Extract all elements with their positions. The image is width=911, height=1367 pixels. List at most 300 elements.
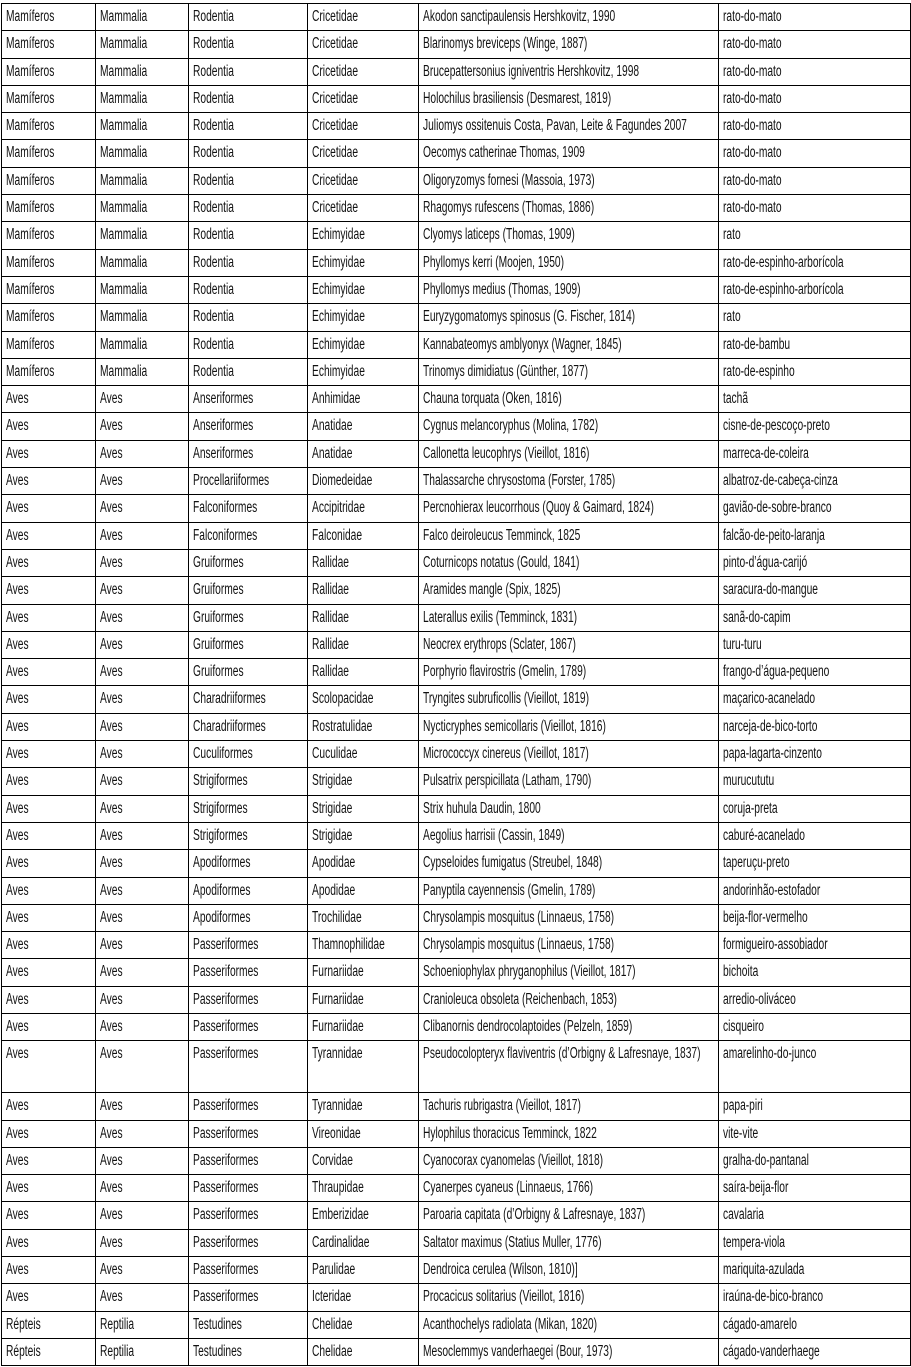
common-name-text: gralha-do-pantanal xyxy=(723,1151,809,1169)
species-text: Blarinomys breviceps (Winge, 1887) xyxy=(423,35,588,53)
order-cell xyxy=(189,768,308,795)
order-text: Passeriformes xyxy=(193,1261,259,1279)
family-cell xyxy=(308,713,419,740)
common-name-text: rato-do-mato xyxy=(723,8,782,25)
group-text: Aves xyxy=(6,417,29,435)
common-name-text: murucututu xyxy=(723,772,775,790)
family-cell xyxy=(308,1229,419,1256)
family-text: Cricetidae xyxy=(312,89,359,107)
species-text: Phyllomys kerri (Moojen, 1950) xyxy=(423,253,565,271)
family-text: Tyrannidae xyxy=(312,1045,363,1063)
group-text: Mamíferos xyxy=(6,117,55,135)
order-cell xyxy=(189,659,308,686)
common-name-cell xyxy=(719,549,911,576)
family-cell xyxy=(308,358,419,385)
class-cell xyxy=(96,31,189,58)
family-cell xyxy=(308,331,419,358)
class-cell xyxy=(96,1284,189,1311)
order-cell xyxy=(189,58,308,85)
class-cell xyxy=(96,904,189,931)
order-cell xyxy=(189,1093,308,1120)
common-name-cell xyxy=(719,222,911,249)
species-text: Strix huhula Daudin, 1800 xyxy=(423,799,541,817)
common-name-text: rato-do-mato xyxy=(723,62,782,80)
species-text: Acanthochelys radiolata (Mikan, 1820) xyxy=(423,1315,598,1333)
table-row xyxy=(2,713,911,740)
table-row xyxy=(2,932,911,959)
common-name-text: sanã-do-capim xyxy=(723,608,791,626)
common-name-cell xyxy=(719,850,911,877)
group-cell xyxy=(2,4,96,31)
species-text: Cypseloides fumigatus (Streubel, 1848) xyxy=(423,854,603,872)
table-row xyxy=(2,1041,911,1093)
order-cell xyxy=(189,959,308,986)
table-row xyxy=(2,331,911,358)
family-text: Echimyidae xyxy=(312,335,365,353)
family-cell xyxy=(308,1147,419,1174)
family-cell xyxy=(308,959,419,986)
common-name-text: tachã xyxy=(723,390,749,408)
species-text: Dendroica cerulea (Wilson, 1810)] xyxy=(423,1261,578,1279)
species-text: Chauna torquata (Oken, 1816) xyxy=(423,390,562,408)
order-text: Rodentia xyxy=(193,89,234,107)
family-cell xyxy=(308,631,419,658)
family-cell xyxy=(308,1120,419,1147)
species-cell xyxy=(419,659,719,686)
common-name-cell xyxy=(719,686,911,713)
class-text: Aves xyxy=(100,1151,123,1169)
order-text: Charadriiformes xyxy=(193,690,266,708)
species-cell xyxy=(419,1202,719,1229)
common-name-cell xyxy=(719,276,911,303)
class-text: Aves xyxy=(100,1124,123,1142)
family-cell xyxy=(308,140,419,167)
class-text: Aves xyxy=(100,553,123,571)
common-name-cell xyxy=(719,577,911,604)
class-cell xyxy=(96,4,189,31)
family-text: Rallidae xyxy=(312,635,349,653)
class-cell xyxy=(96,58,189,85)
group-text: Aves xyxy=(6,444,29,462)
family-cell xyxy=(308,1175,419,1202)
table-row xyxy=(2,249,911,276)
family-text: Parulidae xyxy=(312,1261,356,1279)
family-cell xyxy=(308,31,419,58)
group-text: Aves xyxy=(6,526,29,544)
family-text: Rallidae xyxy=(312,663,349,681)
family-text: Anhimidae xyxy=(312,390,361,408)
group-cell xyxy=(2,1229,96,1256)
table-row xyxy=(2,1202,911,1229)
common-name-cell xyxy=(719,85,911,112)
group-text: Aves xyxy=(6,1261,29,1279)
table-row xyxy=(2,1257,911,1284)
common-name-text: caburé-acanelado xyxy=(723,826,805,844)
species-text: Porphyrio flavirostris (Gmelin, 1789) xyxy=(423,663,587,681)
family-text: Scolopacidae xyxy=(312,690,374,708)
family-cell xyxy=(308,167,419,194)
common-name-text: cisne-de-pescoço-preto xyxy=(723,417,830,435)
class-text: Mammalia xyxy=(100,171,148,189)
family-cell xyxy=(308,1284,419,1311)
class-cell xyxy=(96,195,189,222)
species-text: Neocrex erythrops (Sclater, 1867) xyxy=(423,635,576,653)
order-text: Rodentia xyxy=(193,199,234,217)
order-cell xyxy=(189,249,308,276)
table-row xyxy=(2,222,911,249)
group-cell xyxy=(2,468,96,495)
species-cell xyxy=(419,331,719,358)
group-cell xyxy=(2,850,96,877)
class-cell xyxy=(96,659,189,686)
table-row xyxy=(2,850,911,877)
class-text: Mammalia xyxy=(100,35,148,53)
family-text: Anatidae xyxy=(312,417,353,435)
family-text: Echimyidae xyxy=(312,226,365,244)
group-text: Mamíferos xyxy=(6,308,55,326)
species-text: Nycticryphes semicollaris (Vieillot, 1816) xyxy=(423,717,606,735)
class-text: Mammalia xyxy=(100,226,148,244)
species-cell xyxy=(419,4,719,31)
order-cell xyxy=(189,795,308,822)
group-cell xyxy=(2,1338,96,1365)
family-cell xyxy=(308,822,419,849)
family-text: Corvidae xyxy=(312,1151,353,1169)
class-cell xyxy=(96,713,189,740)
group-text: Mamíferos xyxy=(6,362,55,380)
class-text: Reptilia xyxy=(100,1315,135,1333)
group-text: Mamíferos xyxy=(6,280,55,298)
group-cell xyxy=(2,822,96,849)
group-text: Aves xyxy=(6,908,29,926)
species-cell xyxy=(419,822,719,849)
table-row xyxy=(2,822,911,849)
common-name-cell xyxy=(719,877,911,904)
family-text: Cricetidae xyxy=(312,62,359,80)
common-name-text: bichoita xyxy=(723,963,759,981)
common-name-cell xyxy=(719,1093,911,1120)
common-name-text: frango-d’água-pequeno xyxy=(723,663,830,681)
common-name-cell xyxy=(719,904,911,931)
group-text: Mamíferos xyxy=(6,253,55,271)
common-name-cell xyxy=(719,631,911,658)
order-cell xyxy=(189,1284,308,1311)
class-text: Mammalia xyxy=(100,253,148,271)
family-text: Furnariidae xyxy=(312,1017,364,1035)
order-text: Rodentia xyxy=(193,62,234,80)
species-cell xyxy=(419,276,719,303)
group-cell xyxy=(2,413,96,440)
class-cell xyxy=(96,1147,189,1174)
group-text: Aves xyxy=(6,499,29,517)
common-name-text: rato-de-espinho xyxy=(723,362,795,380)
species-text: Mesoclemmys vanderhaegei (Bour, 1973) xyxy=(423,1342,613,1360)
table-row xyxy=(2,58,911,85)
order-cell xyxy=(189,741,308,768)
family-text: Rallidae xyxy=(312,608,349,626)
class-text: Mammalia xyxy=(100,199,148,217)
class-text: Aves xyxy=(100,581,123,599)
table-row xyxy=(2,795,911,822)
species-cell xyxy=(419,386,719,413)
class-text: Aves xyxy=(100,1179,123,1197)
order-text: Apodiformes xyxy=(193,854,251,872)
class-cell xyxy=(96,549,189,576)
group-cell xyxy=(2,1257,96,1284)
species-cell xyxy=(419,140,719,167)
class-cell xyxy=(96,468,189,495)
class-cell xyxy=(96,577,189,604)
group-text: Mamíferos xyxy=(6,8,55,25)
species-text: Juliomys ossitenuis Costa, Pavan, Leite & Fagundes 2007 xyxy=(423,117,687,135)
family-text: Rallidae xyxy=(312,581,349,599)
species-text: Aramides mangle (Spix, 1825) xyxy=(423,581,561,599)
order-text: Gruiformes xyxy=(193,608,244,626)
species-text: Panyptila cayennensis (Gmelin, 1789) xyxy=(423,881,596,899)
species-text: Schoeniophylax phryganophilus (Vieillot, 1817) xyxy=(423,963,636,981)
order-cell xyxy=(189,1257,308,1284)
group-cell xyxy=(2,276,96,303)
species-text: Cyanerpes cyaneus (Linnaeus, 1766) xyxy=(423,1179,594,1197)
species-cell xyxy=(419,631,719,658)
common-name-cell xyxy=(719,1284,911,1311)
species-text: Kannabateomys amblyonyx (Wagner, 1845) xyxy=(423,335,622,353)
family-text: Strigidae xyxy=(312,826,353,844)
group-text: Aves xyxy=(6,1288,29,1306)
family-cell xyxy=(308,604,419,631)
group-text: Aves xyxy=(6,581,29,599)
group-cell xyxy=(2,768,96,795)
class-cell xyxy=(96,440,189,467)
family-cell xyxy=(308,440,419,467)
species-cell xyxy=(419,468,719,495)
common-name-text: cavalaria xyxy=(723,1206,764,1224)
common-name-cell xyxy=(719,1202,911,1229)
group-text: Aves xyxy=(6,936,29,954)
common-name-cell xyxy=(719,440,911,467)
group-cell xyxy=(2,1013,96,1040)
class-text: Aves xyxy=(100,717,123,735)
species-cell xyxy=(419,249,719,276)
family-cell xyxy=(308,932,419,959)
common-name-cell xyxy=(719,522,911,549)
table-row xyxy=(2,1229,911,1256)
group-cell xyxy=(2,604,96,631)
class-cell xyxy=(96,1229,189,1256)
species-cell xyxy=(419,850,719,877)
species-text: Oecomys catherinae Thomas, 1909 xyxy=(423,144,585,162)
common-name-cell xyxy=(719,358,911,385)
class-text: Aves xyxy=(100,908,123,926)
table-row xyxy=(2,1338,911,1365)
class-text: Mammalia xyxy=(100,280,148,298)
order-text: Testudines xyxy=(193,1342,242,1360)
species-cell xyxy=(419,113,719,140)
family-cell xyxy=(308,986,419,1013)
order-text: Rodentia xyxy=(193,226,234,244)
common-name-text: falcão-de-peito-laranja xyxy=(723,526,825,544)
group-cell xyxy=(2,549,96,576)
group-cell xyxy=(2,113,96,140)
common-name-text: taperuçu-preto xyxy=(723,854,790,872)
table-row xyxy=(2,1311,911,1338)
class-cell xyxy=(96,795,189,822)
class-cell xyxy=(96,686,189,713)
family-text: Cuculidae xyxy=(312,745,358,763)
order-text: Strigiformes xyxy=(193,826,248,844)
common-name-text: vite-vite xyxy=(723,1124,759,1142)
class-text: Aves xyxy=(100,663,123,681)
common-name-text: rato-do-mato xyxy=(723,89,782,107)
order-text: Passeriformes xyxy=(193,963,259,981)
group-cell xyxy=(2,1284,96,1311)
species-cell xyxy=(419,795,719,822)
species-cell xyxy=(419,58,719,85)
group-cell xyxy=(2,195,96,222)
order-cell xyxy=(189,195,308,222)
table-row xyxy=(2,358,911,385)
class-cell xyxy=(96,631,189,658)
class-cell xyxy=(96,85,189,112)
species-cell xyxy=(419,932,719,959)
class-cell xyxy=(96,850,189,877)
group-cell xyxy=(2,959,96,986)
family-cell xyxy=(308,686,419,713)
group-cell xyxy=(2,631,96,658)
order-text: Passeriformes xyxy=(193,1233,259,1251)
class-cell xyxy=(96,495,189,522)
family-cell xyxy=(308,768,419,795)
class-text: Aves xyxy=(100,1233,123,1251)
class-cell xyxy=(96,140,189,167)
species-text: Tryngites subruficollis (Vieillot, 1819) xyxy=(423,690,590,708)
order-text: Passeriformes xyxy=(193,1206,259,1224)
common-name-text: rato-do-mato xyxy=(723,199,782,217)
table-row xyxy=(2,1147,911,1174)
class-text: Aves xyxy=(100,499,123,517)
table-row xyxy=(2,85,911,112)
order-text: Rodentia xyxy=(193,144,234,162)
class-cell xyxy=(96,877,189,904)
table-row xyxy=(2,113,911,140)
common-name-cell xyxy=(719,331,911,358)
family-cell xyxy=(308,1338,419,1365)
class-cell xyxy=(96,1311,189,1338)
family-text: Thraupidae xyxy=(312,1179,364,1197)
class-text: Reptilia xyxy=(100,1342,135,1360)
family-text: Chelidae xyxy=(312,1342,353,1360)
group-text: Aves xyxy=(6,963,29,981)
species-cell xyxy=(419,1284,719,1311)
species-cell xyxy=(419,768,719,795)
family-text: Echimyidae xyxy=(312,362,365,380)
common-name-text: papa-piri xyxy=(723,1097,763,1115)
common-name-text: coruja-preta xyxy=(723,799,778,817)
table-row xyxy=(2,304,911,331)
group-text: Aves xyxy=(6,990,29,1008)
species-cell xyxy=(419,1093,719,1120)
order-cell xyxy=(189,468,308,495)
group-cell xyxy=(2,659,96,686)
table-row xyxy=(2,631,911,658)
family-cell xyxy=(308,304,419,331)
class-text: Mammalia xyxy=(100,62,148,80)
table-row xyxy=(2,959,911,986)
table-row xyxy=(2,386,911,413)
common-name-text: albatroz-de-cabeça-cinza xyxy=(723,472,838,490)
species-text: Phyllomys medius (Thomas, 1909) xyxy=(423,280,581,298)
class-cell xyxy=(96,276,189,303)
family-text: Falconidae xyxy=(312,526,363,544)
common-name-text: tempera-viola xyxy=(723,1233,785,1251)
order-cell xyxy=(189,522,308,549)
common-name-text: saracura-do-mangue xyxy=(723,581,818,599)
family-text: Vireonidae xyxy=(312,1124,361,1142)
common-name-text: marreca-de-coleira xyxy=(723,444,809,462)
species-cell xyxy=(419,304,719,331)
family-cell xyxy=(308,1013,419,1040)
class-cell xyxy=(96,522,189,549)
species-text: Akodon sanctipaulensis Hershkovitz, 1990 xyxy=(423,8,616,25)
species-cell xyxy=(419,31,719,58)
species-text: Tachuris rubrigastra (Vieillot, 1817) xyxy=(423,1097,581,1115)
common-name-cell xyxy=(719,932,911,959)
species-cell xyxy=(419,440,719,467)
group-text: Aves xyxy=(6,1233,29,1251)
species-text: Clibanornis dendrocolaptoides (Pelzeln, 1859) xyxy=(423,1017,633,1035)
order-text: Strigiformes xyxy=(193,799,248,817)
species-cell xyxy=(419,686,719,713)
species-text: Pseudocolopteryx flaviventris (d’Orbigny & Lafresnaye, 1837) xyxy=(423,1045,701,1063)
family-text: Icteridae xyxy=(312,1288,352,1306)
group-text: Aves xyxy=(6,1206,29,1224)
common-name-text: papa-lagarta-cinzento xyxy=(723,745,822,763)
common-name-text: rato-do-mato xyxy=(723,171,782,189)
common-name-text: rato xyxy=(723,308,741,326)
group-text: Mamíferos xyxy=(6,199,55,217)
family-cell xyxy=(308,222,419,249)
species-text: Chrysolampis mosquitus (Linnaeus, 1758) xyxy=(423,936,615,954)
family-text: Cricetidae xyxy=(312,35,359,53)
family-text: Accipitridae xyxy=(312,499,365,517)
class-text: Mammalia xyxy=(100,362,148,380)
family-cell xyxy=(308,58,419,85)
class-text: Aves xyxy=(100,390,123,408)
common-name-cell xyxy=(719,495,911,522)
group-cell xyxy=(2,140,96,167)
common-name-cell xyxy=(719,1229,911,1256)
group-cell xyxy=(2,741,96,768)
common-name-text: iraúna-de-bico-branco xyxy=(723,1288,824,1306)
group-text: Aves xyxy=(6,826,29,844)
family-cell xyxy=(308,113,419,140)
group-text: Aves xyxy=(6,635,29,653)
order-cell xyxy=(189,1147,308,1174)
class-cell xyxy=(96,1202,189,1229)
class-text: Aves xyxy=(100,881,123,899)
table-row xyxy=(2,577,911,604)
family-cell xyxy=(308,4,419,31)
common-name-cell xyxy=(719,140,911,167)
species-cell xyxy=(419,549,719,576)
table-row xyxy=(2,659,911,686)
order-text: Testudines xyxy=(193,1315,242,1333)
order-text: Rodentia xyxy=(193,35,234,53)
common-name-cell xyxy=(719,4,911,31)
order-text: Falconiformes xyxy=(193,499,258,517)
species-cell xyxy=(419,1147,719,1174)
group-text: Aves xyxy=(6,1097,29,1115)
